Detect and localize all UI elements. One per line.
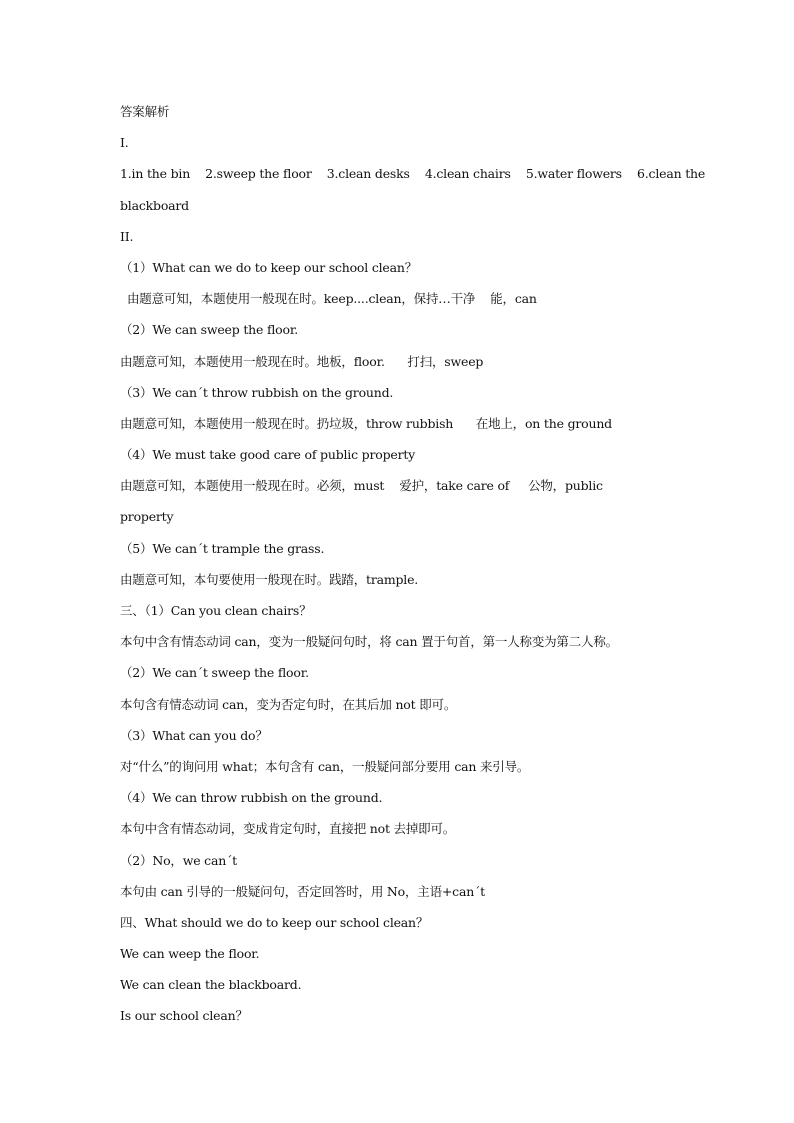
- section-4-heading: 四、What should we do to keep our school clean？: [120, 914, 429, 930]
- question-line: （3）What can you do？: [120, 727, 268, 743]
- explanation-line: 本句由 can 引导的一般疑问句，否定回答时，用 No，主语+can´t: [120, 883, 485, 899]
- answer-line: We can weep the floor.: [120, 946, 260, 962]
- question-line: （2）We can´t sweep the floor.: [120, 665, 309, 681]
- answer-line: We can clean the blackboard.: [120, 977, 302, 993]
- answer-document: [120, 96, 720, 1032]
- explanation-line: 本句含有情态动词 can，变为否定句时，在其后加 not 即可。: [120, 696, 457, 712]
- explanation-line: 由题意可知，本题使用一般现在时。地板，floor. 打扫，sweep: [120, 353, 484, 369]
- explanation-line: 本句中含有情态动词，变成肯定句时，直接把 not 去掉即可。: [120, 821, 456, 837]
- explanation-line: 由题意可知，本句要使用一般现在时。践踏，trample.: [120, 571, 419, 587]
- section-1-answers: 1.in the bin 2.sweep the floor 3.clean desks 4.clean chairs 5.water flowers 6.clean the: [120, 166, 706, 182]
- question-line: （4）We can throw rubbish on the ground.: [120, 790, 383, 806]
- question-line: （2）No，we can´t: [120, 852, 237, 868]
- section-1-answers-cont: blackboard: [120, 197, 189, 213]
- section-2-heading: II.: [120, 228, 134, 244]
- explanation-line: 由题意可知，本题使用一般现在时。必须，must 爱护，take care of 公物，public: [120, 478, 603, 494]
- answer-line: Is our school clean？: [120, 1008, 248, 1024]
- question-line: （2）We can sweep the floor.: [120, 322, 299, 338]
- document-title: 答案解析: [120, 104, 170, 119]
- explanation-line: 本句中含有情态动词 can，变为一般疑问句时，将 can 置于句首，第一人称变为第二人称。: [120, 634, 618, 650]
- section-1-heading: I.: [120, 135, 129, 151]
- question-line: （3）We can´t throw rubbish on the ground.: [120, 384, 394, 400]
- explanation-line-cont: property: [120, 509, 174, 525]
- question-line: （1）What can we do to keep our school clean？: [120, 259, 418, 275]
- question-line: （5）We can´t trample the grass.: [120, 540, 325, 556]
- section-3-question: 三、（1）Can you clean chairs？: [120, 603, 312, 618]
- explanation-line: 对“什么”的询问用 what；本句含有 can，一般疑问部分要用 can 来引导。: [120, 758, 530, 774]
- question-line: （4）We must take good care of public property: [120, 447, 416, 463]
- explanation-line: 由题意可知，本题使用一般现在时。扔垃圾，throw rubbish 在地上，on the ground: [120, 415, 612, 431]
- explanation-line: 由题意可知，本题使用一般现在时。keep....clean，保持…干净 能，can: [127, 291, 537, 307]
